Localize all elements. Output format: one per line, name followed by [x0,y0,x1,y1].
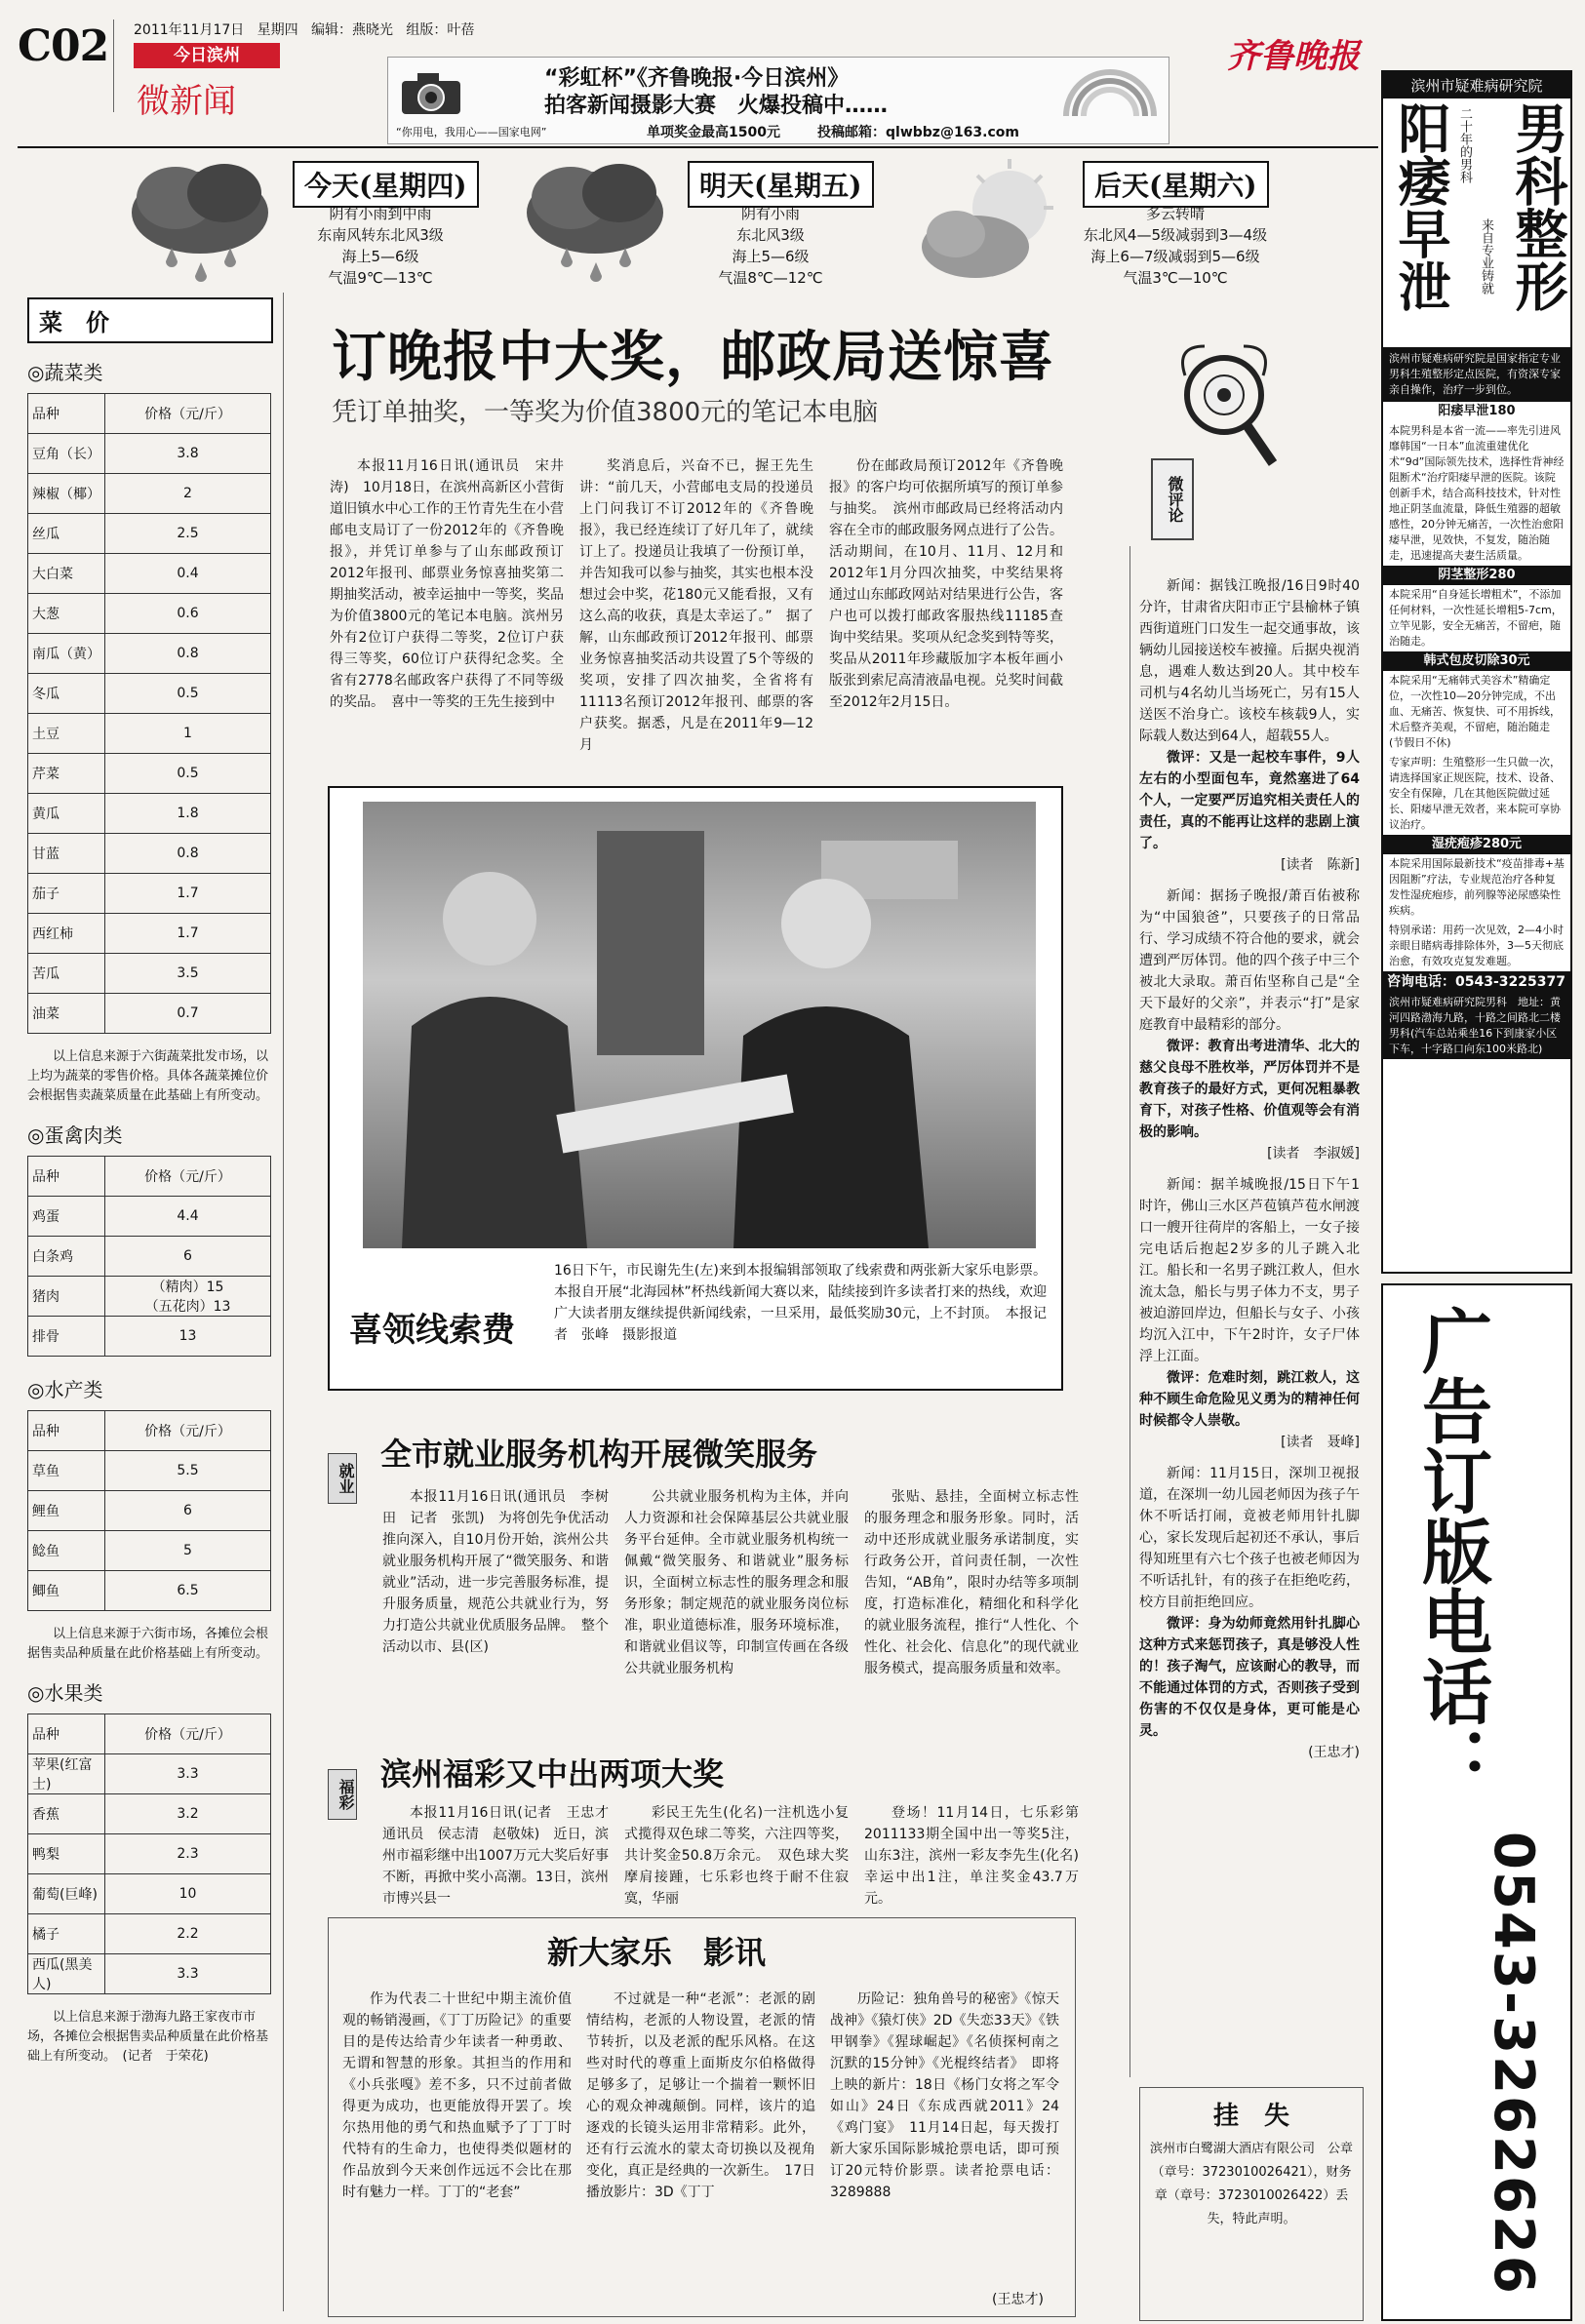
right-ad-small1: 二十年的男科 [1457,107,1472,183]
main-col1-text: 本报11月16日讯(通讯员 宋井涛) 10月18日，在滨州高新区小营街道旧镇水中心工作的王竹青先生在小营邮电支局订了一份2012年的《齐鲁晚报》，并凭订单参与了山东邮政预订2012年报刊、邮票业务惊喜抽奖第二期抽奖活动，被幸运抽中一等奖，奖品为价值3800元的笔记本电脑。滨州另外有2位订户获得二等奖，2位订户获得三等奖，60位订户获得纪念奖。全省有2778名邮政客户获得了不同等级的奖品。 喜中一等奖的王先生接到中 [330,458,564,710]
weather-tomorrow-text [673,203,868,289]
cloud-rain-icon [122,154,278,295]
item-name: 丝瓜 [28,514,105,554]
story3-col1-text: 本报11月16日讯(记者 王忠才 通讯员 侯志清 赵敬妹) 近日，滨州市福彩继中出1007万元大奖后好事不断，再掀中奖小高潮。13日，滨州市博兴县一 [382,1805,622,1907]
comment-column [1139,575,1360,1763]
table-row [28,1277,271,1317]
weather-sea: 海上5—6级 [732,248,810,265]
camera-icon [398,69,466,118]
film-col3-text: 历险记：独角兽号的秘密》《惊天战神》《猿灯侠》2D《失恋33天》《铁甲钢拳》《猩球崛起》《名侦探柯南之沉默的15分钟》《光棍终结者》 即将上映的新片：18日《杨门女将之军令如山》24日《东成西就2011》24《鸡门宴》 11月14日起，每天拨打新大家乐国际影城抢票电话，即可预订20元特价影票。读者抢票电话：3289888 [830,1991,1059,2200]
story2-headline: 全市就业服务机构开展微笑服务 [380,1436,818,1473]
story3-col1 [382,1802,622,1911]
fruit-title: ◎水果类 [27,1681,103,1705]
comment-news: 新闻：据羊城晚报/15日下午1时许，佛山三水区芦苞镇芦苞水闸渡口一艘开往荷岸的客船上，一女子接完电话后抱起2岁多的儿子跳入北江。船长和一名男子跳江救人，但水流太急，船长与男子体力不支，男子被迫游回岸边，但船长与女子、小孩均沉入江中，下午2时许，女子尸体浮上江面。 [1139,1177,1360,1364]
item-name: 苹果(红富士) [28,1754,105,1794]
weather-after-text [1058,203,1292,289]
story2-col2 [624,1486,849,1771]
item-price: 6 [105,1237,271,1277]
item-name: 西瓜(黑美人) [28,1954,105,1994]
veg-note: 以上信息来源于六街蔬菜批发市场，以上均为蔬菜的零售价格。具体各蔬菜摊位价会根据售卖蔬菜质量在此基础上有所变动。 [27,1049,269,1103]
comment-byline: (王忠才) [1308,1745,1360,1760]
item-price: 6 [105,1491,271,1531]
table-header [28,1714,271,1754]
item-price: 0.5 [105,754,271,794]
masthead-rule [18,146,1378,148]
item-name: 排骨 [28,1317,105,1357]
table-row [28,1317,271,1357]
comment-item [1139,575,1360,876]
page-code: C02 [18,21,109,71]
item-name: 芹菜 [28,754,105,794]
right-ad-big-left: 阳痿早泄 [1390,101,1452,312]
item-name: 黄瓜 [28,794,105,834]
item-price: 1.7 [105,914,271,954]
item-price: 1.7 [105,874,271,914]
ad-section-title: 湿疣疱疹280元 [1383,835,1570,854]
story2-col3-text: 张贴、悬挂，全面树立标志性的服务理念和服务形象。同时，活动中还形成就业服务承诺制度，实行政务公开，首问责任制，一次性告知，“AB角”，限时办结等多项制度，打造标准化，精细化和科学化的就业服务流程，推行“人性化、个性化、社会化、信息化”的现代就业服务模式，提高服务质量和效率。 [864,1489,1079,1676]
comment-item [1139,1174,1360,1453]
comment-byline: [读者 陈新] [1281,857,1360,873]
story3-col3 [864,1802,1079,1911]
weather-sea: 海上6—7级减弱到5—6级 [1090,248,1260,265]
weather-day-tomorrow: 明天(星期五) [688,161,874,208]
aqua-title: ◎水产类 [27,1378,103,1401]
aqua-table [27,1410,271,1611]
story3-col2 [624,1802,849,1911]
table-row [28,1451,271,1491]
item-name: 油菜 [28,994,105,1034]
top-ad [387,57,1169,144]
ad-section-text: 本院采用“无痛韩式美容术”精确定位，一次性10—20分钟完成，不出血、无痛苦、恢复快、可不用拆线，术后整齐美观，不留疤，随治随走(节假日不休) [1389,674,1561,749]
table-header [28,1157,271,1197]
weather-temp: 气温8℃—12℃ [718,269,823,287]
right-ad-big-right: 男科整形 [1507,101,1569,312]
price-title: 菜 价 [27,297,273,343]
table-row [28,514,271,554]
comment-item [1139,886,1360,1164]
date-line [134,20,474,39]
col-price: 价格（元/斤） [105,1411,271,1451]
item-price: 10 [105,1874,271,1914]
ad-intro: 滨州市疑难病研究院是国家指定专业男科生殖整形定点医院，有资深专家亲自操作，治疗一步到位。 [1383,347,1570,402]
ad-section-text: 专家声明：生殖整形一生只做一次，请选择国家正规医院，技术、设备、安全有保障，几在其他医院做过延长、阳痿早泄无效者，来本院可享协议治疗。 [1389,756,1561,831]
table-row [28,794,271,834]
date: 2011年11月17日 [134,22,245,38]
ad-line1: “彩虹杯”《齐鲁晚报·今日滨州》 [544,66,850,91]
ad-line2: 拍客新闻摄影大赛 火爆投稿中…… [544,94,889,118]
col-price: 价格（元/斤） [105,1157,271,1197]
col-price: 价格（元/斤） [105,1714,271,1754]
item-price: 13 [105,1317,271,1357]
item-price: 2.3 [105,1834,271,1874]
item-name: 草鱼 [28,1451,105,1491]
item-name: 橘子 [28,1914,105,1954]
comment-news: 新闻：11月15日，深圳卫视报道，在深圳一幼儿园老师因为孩子午休不听话打闹，竟被老师用针扎脚心，家长发现后起初还不承认，事后得知班里有六七个孩子也被老师因为不听话扎针，有的孩子在拒绝吃药，校方目前拒绝回应。 [1139,1466,1360,1610]
table-row [28,1571,271,1611]
item-name: 辣椒（椰） [28,474,105,514]
ad-address: 滨州市疑难病研究院男科 地址：黄河四路渤海九路，十路之间路北二楼男科(汽车总站乘坐16下到康家小区下车，十字路口向东100米路北) [1383,993,1570,1059]
ad-phone: 咨询电话：0543-3225377 [1383,971,1570,993]
col-name: 品种 [28,1714,105,1754]
film-col2 [586,1989,815,2310]
ad-section-text: 特别承诺：用药一次见效，2—4小时亲眼目睹病毒排除体外，3—5天彻底治愈，有效攻克复发难题。 [1389,924,1564,967]
table-row [28,594,271,634]
table-row [28,914,271,954]
table-row [28,834,271,874]
comment-text: 微评：危难时刻，跳江救人，这种不顾生命危险见义勇为的精神任何时候都令人崇敬。 [1139,1370,1360,1429]
item-price: 3.5 [105,954,271,994]
story3-col2-text: 彩民王先生(化名)一注机选小复式揽得双色球二等奖，六注四等奖，共计奖金50.8万余元。 双色球大奖摩肩接踵，七乐彩也终于耐不住寂寞，华丽 [624,1805,849,1907]
weather-wind: 东北风3级 [736,226,805,244]
comment-text: 微评：身为幼师竟然用针扎脚心这种方式来惩罚孩子，真是够没人性的！孩子淘气，应该耐心的教导，而不能通过体罚的方式，否则孩子受到伤害的不仅仅是身体，更可能是心灵。 [1139,1616,1360,1739]
story2-col1-text: 本报11月16日讯(通讯员 李树田 记者 张凯) 为将创先争优活动推向深入，自10月份开始，滨州公共就业服务机构开展了“微笑服务、和谐就业”活动，进一步完善服务标准，提升服务质量，规范公共就业行为，努力打造公共就业优质服务品牌。 整个活动以市、县(区) [382,1489,609,1655]
meat-title: ◎蛋禽肉类 [27,1123,123,1147]
main-subhead: 凭订单抽奖，一等奖为价值3800元的笔记本电脑 [332,398,879,427]
table-row [28,994,271,1034]
brand-logo: 齐鲁晚报 [1227,37,1360,76]
comment-tag: 微评论 [1151,458,1194,540]
table-row [28,474,271,514]
ad-section-title: 阴茎整形280 [1383,566,1570,585]
veg-title: ◎蔬菜类 [27,361,103,384]
ad-section-title: 阳痿早泄180 [1438,404,1516,418]
fruit-table [27,1713,271,1994]
story3-headline: 滨州福彩又中出两项大奖 [380,1755,725,1792]
ad-order-phone: 0543-3262626 [1482,1832,1545,2296]
right-ad-body [1383,347,1570,1059]
lost-body: 滨州市白鹭湖大酒店有限公司 公章（章号：3723010026421），财务章（章号：3723010026422）丢失，特此声明。 [1149,2142,1353,2226]
item-price: 4.4 [105,1197,271,1237]
table-row [28,874,271,914]
table-row [28,1237,271,1277]
weather-wind: 东北风4—5级减弱到3—4级 [1083,226,1268,244]
item-price: 0.8 [105,834,271,874]
sun-cloud-icon [917,154,1063,295]
table-row [28,1834,271,1874]
weather-desc: 多云转晴 [1145,205,1205,222]
item-price: 0.6 [105,594,271,634]
editor: 编辑：燕晓光 [310,22,393,38]
tag-employment: 就业 [328,1453,357,1504]
sub-section: 微新闻 [137,82,236,121]
comment-byline: [读者 李淑媛] [1267,1146,1360,1162]
comment-news: 新闻：据钱江晚报/16日9时40分许，甘肃省庆阳市正宁县榆林子镇西街道班门口发生一起交通事故，该辆幼儿园接送校车被撞。后据央视消息，遇难人数达到20人。其中校车司机与4名幼儿当场死亡，另有15人送医不治身亡。该校车核载9人，实际载人数达到64人，超载55人。 [1139,578,1360,744]
ad-section-text: 本院采用“自身延长增粗术”，不添加任何材料，一次性延长增粗5-7cm，立竿见影，安全无痛苦，不留疤，随治随走。 [1389,588,1563,648]
comment-item [1139,1463,1360,1763]
ad-order-box [1381,1283,1572,2321]
item-name: 土豆 [28,714,105,754]
left-divider [283,293,284,2311]
story2-col1 [382,1486,609,1771]
main-headline: 订晚报中大奖，邮政局送惊喜 [332,325,1054,389]
item-name: 大葱 [28,594,105,634]
item-name: 鲤鱼 [28,1491,105,1531]
film-box [328,1917,1076,2317]
item-name: 鲶鱼 [28,1531,105,1571]
film-byline: (王忠才) [992,2292,1044,2307]
lost-title: 挂 失 [1212,2102,1289,2131]
col-name: 品种 [28,1411,105,1451]
table-row [28,1874,271,1914]
veg-table [27,393,271,1034]
layout-editor: 组版：叶蓓 [406,22,475,38]
item-price: 3.2 [105,1794,271,1834]
film-col3 [830,1989,1059,2285]
item-name: 南瓜（黄） [28,634,105,674]
item-price: （精肉）15 （五花肉）13 [105,1277,271,1317]
right-ad-header: 滨州市疑难病研究院 [1383,72,1570,98]
table-row [28,714,271,754]
right-ad-small2: 来自专业铸就 [1479,218,1493,295]
weather-day-after: 后天(星期六) [1083,161,1269,208]
aqua-note: 以上信息来源于六街市场，各摊位会根据售卖品种质量在此价格基础上有所变动。 [27,1627,269,1661]
comment-text: 微评：又是一起校车事件，9人左右的小型面包车，竟然塞进了64个人，一定要严厉追究相关责任人的责任，真的不能再让这样的悲剧上演了。 [1139,750,1360,851]
table-row [28,1914,271,1954]
main-col3 [829,455,1063,758]
ad-section-text: 本院采用国际最新技术“疫苗排毒+基因阻断”疗法，专业规范治疗各种复发性湿疣疱疹，前列腺等泌尿感染性疾病。 [1389,857,1565,917]
lost-notice [1139,2087,1364,2321]
masthead-divider [113,20,114,112]
item-price: 6.5 [105,1571,271,1611]
item-price: 3.3 [105,1754,271,1794]
item-name: 冬瓜 [28,674,105,714]
ad-order-title: 广告订版电话： [1410,1305,1493,1796]
item-name: 鸡蛋 [28,1197,105,1237]
table-row [28,634,271,674]
item-price: 0.4 [105,554,271,594]
comment-byline: [读者 聂峰] [1281,1435,1360,1450]
item-price: 1 [105,714,271,754]
table-row [28,754,271,794]
tag-lottery: 福彩 [328,1769,357,1820]
ad-section-title: 韩式包皮切除30元 [1383,651,1570,671]
weather-today-text [283,203,478,289]
table-row [28,1491,271,1531]
film-col1 [342,1989,572,2310]
weather-wind: 东南风转东北风3级 [317,226,444,244]
item-price: 0.5 [105,674,271,714]
item-price: 5 [105,1531,271,1571]
comment-divider [1129,546,1130,2077]
weather-desc: 阴有小雨到中雨 [329,205,432,222]
table-row [28,1754,271,1794]
table-row [28,554,271,594]
col-name: 品种 [28,394,105,434]
news-photo [363,802,1036,1248]
photo-caption: 16日下午，市民谢先生(左)来到本报编辑部领取了线索费和两张新大家乐电影票。本报自开展“北海园林”杯热线新闻大赛以来，陆续接到许多读者打来的热线，欢迎广大读者朋友继续提供新闻线索，一旦采用，最低奖励30元，上不封顶。 本报记者 张峰 摄影报道 [554,1263,1047,1343]
item-name: 茄子 [28,874,105,914]
ad-line3-left: “你用电，我用心——国家电网” [396,126,547,138]
main-col3-text: 份在邮政局预订2012年《齐鲁晚报》的客户均可依据所填写的预订单参与抽奖。 滨州市邮政局已经将活动内容在全市的邮政服务网点进行了公告。活动期间，在10月、11月、12月和2012年1月分四次抽奖，中奖结果将通过山东邮政网站对结果进行公告，客户也可以拨打邮政客服热线11185查询中奖结果。奖项从纪念奖到特等奖，奖品从2011年珍藏版加字本板年画小版张到索尼高清液晶电视。兑奖时间截至2012年2月15日。 [829,458,1063,710]
weather-temp: 气温3℃—10℃ [1123,269,1228,287]
ad-section-text: 本院男科是本省一流——率先引进风靡韩国“一日本”血流重建优化术“9d”国际领先技术，选择性背神经阻断术“治疗阳痿早泄的医院。该院创新手术，结合高科技技术，针对性地正阴茎血流量，降低生殖器的超敏感性，20分钟无痛苦，一次性治愈阳痿早泄，见效快，不复发，随治随走，迅速提高夫妻生活质量。 [1389,424,1565,562]
ad-line3-right: 投稿邮箱：qlwbbz@163.com [817,125,1019,140]
table-row [28,954,271,994]
item-price: 2.5 [105,514,271,554]
table-row [28,1794,271,1834]
item-price: 0.8 [105,634,271,674]
photo-title: 喜领线索费 [349,1311,515,1350]
table-row [28,1197,271,1237]
item-price: 0.7 [105,994,271,1034]
weather-day-today: 今天(星期四) [293,161,479,208]
item-name: 鸭梨 [28,1834,105,1874]
section-label: 今日滨州 [134,43,280,68]
item-price: 2 [105,474,271,514]
meat-table [27,1156,271,1357]
table-header [28,394,271,434]
item-name: 鲫鱼 [28,1571,105,1611]
item-name: 猪肉 [28,1277,105,1317]
comment-news: 新闻：据扬子晚报/萧百佑被称为“中国狼爸”，只要孩子的日常品行、学习成绩不符合他的要求，就会遭到严厉体罚。他的四个孩子中三个被北大录取。萧百佑坚称自己是“全天下最好的父亲”，并表示“打”是家庭教育中最精彩的部分。 [1139,888,1360,1033]
item-name: 白条鸡 [28,1237,105,1277]
table-row [28,674,271,714]
film-headline: 新大家乐 影讯 [547,1934,767,1971]
item-name: 香蕉 [28,1794,105,1834]
item-price: 1.8 [105,794,271,834]
item-name: 葡萄(巨峰) [28,1874,105,1914]
fruit-note: 以上信息来源于渤海九路王家夜市市场，各摊位会根据售卖品种质量在此价格基础上有所变动。 (记者 于荣花) [27,2010,269,2064]
item-price: 2.2 [105,1914,271,1954]
comment-text: 微评：教育出考进清华、北大的慈父良母不胜枚举，严厉体罚并不是教育孩子的最好方式，更何况粗暴教育下，对孩子性格、价值观等会有消极的影响。 [1139,1039,1360,1140]
item-name: 豆角（长） [28,434,105,474]
table-row [28,1531,271,1571]
main-col1 [330,455,564,758]
story3-col3-text: 登场！11月14日，七乐彩第2011133期全国中出一等奖5注，山东3注，滨州一彩友李先生(化名)幸运中出1注，单注奖金43.7万元。 [864,1805,1079,1907]
photo-frame [328,786,1063,1391]
right-ad [1381,70,1572,1274]
story2-col2-text: 公共就业服务机构为主体，并向人力资源和社会保障基层公共就业服务平台延伸。全市就业服务机构统一佩戴“微笑服务、和谐就业”服务标识，全面树立标志性的服务理念和服务形象；制定规范的就业服务岗位标准，职业道德标准，服务环境标准，和谐就业倡议等，印制宣传画在各级公共就业服务机构 [624,1489,849,1676]
main-col2-text: 奖消息后，兴奋不已，握王先生讲：“前几天，小营邮电支局的投递员上门问我订不订2012年的《齐鲁晚报》，我已经连续订了好几年了，就续订上了。投递员让我填了一份预订单，并告知我可以参与抽奖，其实也根本没想过会中奖，花180元又能看报，又有这么高的收获，真是太幸运了。” 据了解，山东邮政预订2012年报刊、邮票业务惊喜抽奖活动共设置了5个等级的奖项，安排了四次抽奖，全省将有11113名预订2012年报刊、邮票的客户获奖。据悉，凡是在2011年9—12月 [579,458,813,753]
col-price: 价格（元/斤） [105,394,271,434]
weather-sea: 海上5—6级 [341,248,419,265]
table-row [28,1954,271,1994]
ad-line3-mid: 单项奖金最高1500元 [647,125,780,140]
cloud-rain-icon [517,154,673,295]
col-name: 品种 [28,1157,105,1197]
table-row [28,434,271,474]
main-col2 [579,455,813,758]
item-name: 西红柿 [28,914,105,954]
price-column [27,297,271,2067]
film-col2-text: 不过就是一种“老派”：老派的剧情结构，老派的人物设置，老派的情节转折，以及老派的配乐风格。在这些对时代的尊重上面斯皮尔伯格做得足够多了，足够让一个揣着一颗怀旧心的观众神魂颠倒。同样，该片的追逐戏的长镜头运用非常精彩。此外，还有行云流水的蒙太奇切换以及视角变化，真正是经典的一次新生。 17日播放影片：3D《丁丁 [586,1991,815,2200]
weekday: 星期四 [257,22,298,38]
item-name: 甘蓝 [28,834,105,874]
item-price: 5.5 [105,1451,271,1491]
weather-temp: 气温9℃—13℃ [328,269,433,287]
film-col1-text: 作为代表二十世纪中期主流价值观的畅销漫画，《丁丁历险记》的重要目的是传达给青少年读者一种勇敢、无谓和智慧的形象。其担当的作用和《小兵张嘎》差不多，只不过前者做得更为成功，也更能放得开罢了。埃尔热用他的勇气和热血赋予了丁丁时代特有的生命力，也使得类似题材的作品放到今天来创作远远不会比在那时有魅力一样。丁丁的“老套” [342,1991,572,2200]
item-name: 大白菜 [28,554,105,594]
item-price: 3.3 [105,1954,271,1994]
story2-col3 [864,1486,1079,1771]
table-header [28,1411,271,1451]
rainbow-icon [1061,59,1159,118]
weather-desc: 阴有小雨 [740,205,800,222]
item-name: 苦瓜 [28,954,105,994]
item-price: 3.8 [105,434,271,474]
